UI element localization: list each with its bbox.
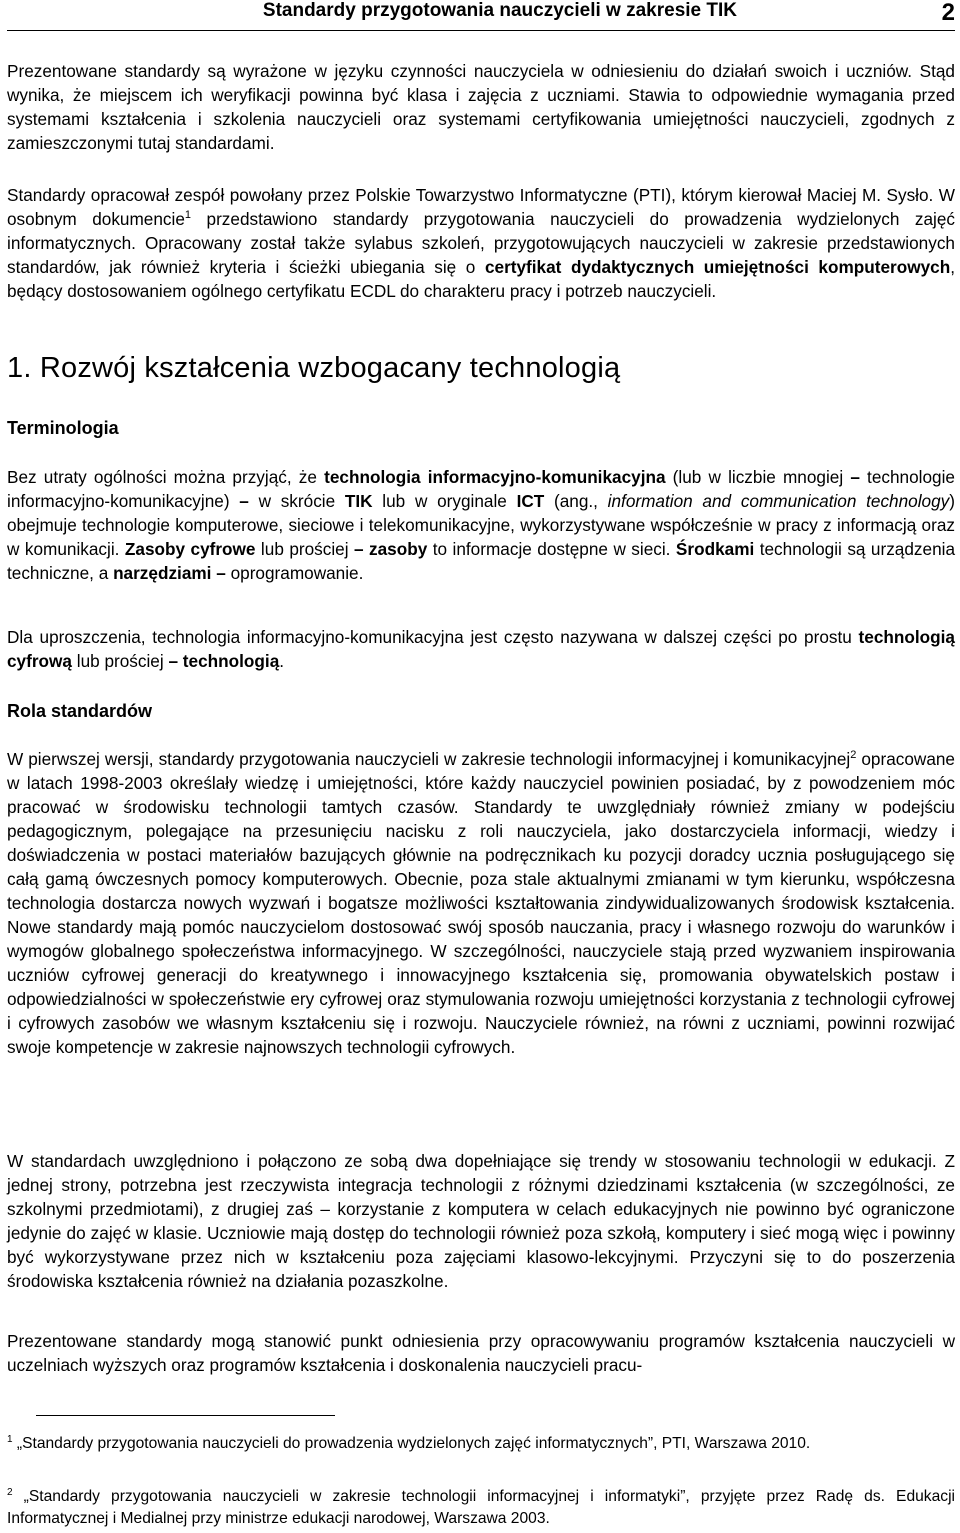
header-title: Standardy przygotowania nauczycieli w zakresie TIK xyxy=(262,0,737,21)
footnote-separator xyxy=(36,1415,335,1416)
footnote-2 xyxy=(7,1486,955,1530)
footnote-1 xyxy=(7,1433,955,1455)
roles-heading: Rola standardów xyxy=(7,701,153,721)
bold-term: technologia informacyjno-komunikacyjna xyxy=(324,467,666,487)
dash: – xyxy=(850,467,860,487)
footnote-number: 2 xyxy=(7,1487,13,1498)
text-run: (ang., xyxy=(544,491,608,511)
footnote-text: „Standardy przygotowania nauczycieli do prowadzenia wydzielonych zajęć informatycznych”, PTI, Warszawa 2010. xyxy=(12,1435,811,1452)
roles-paragraph-1 xyxy=(7,747,955,1059)
footnote-text: „Standardy przygotowania nauczycieli w zakresie technologii informacyjnej i informatyki”, przyjęte przez Radę ds. Edukacji Informatycznej i Medialnej przy ministrze edukacji narodowej, Warszawa 2003. xyxy=(7,1488,955,1527)
text-run: Bez utraty ogólności można przyjąć, że xyxy=(7,467,325,487)
bold-term: narzędziami xyxy=(113,563,212,583)
italic-term: information and communication technology xyxy=(607,491,950,511)
section-heading: 1. Rozwój kształcenia wzbogacany technologią xyxy=(7,352,621,384)
roles-paragraph-3: Prezentowane standardy mogą stanowić punkt odniesienia przy opracowywaniu programów kształcenia nauczycieli w uczelniach wyższych oraz programów kształcenia i doskonalenia nauczycieli pracu- xyxy=(7,1331,955,1375)
text-run: lub prościej xyxy=(71,651,169,671)
text-run: technologii są urządzenia techniczne, a xyxy=(7,539,956,583)
text-run: przedstawiono standardy przygotowania nauczycieli do prowadzenia wydzielonych zajęć informatycznych. Opracowany został także sylabus szkoleń, przygotowujących nauczycieli w zakresie przedstawionych standardów, jak również kryteria i ścieżki ubiegania się o xyxy=(7,209,955,277)
intro-paragraph-1: Prezentowane standardy są wyrażone w języku czynności nauczyciela w odniesieniu do działań swoich i uczniów. Stąd wynika, że miejscem ich weryfikacji powinna być klasa i zajęcia z uczniami. Stawia to odpowiednie wymagania przed systemami kształcenia i szkolenia nauczycieli oraz systemami certyfikowania umiejętności nauczycieli, zgodnych z zamieszczonymi tutaj standardami. xyxy=(7,61,955,153)
text-run: W pierwszej wersji, standardy przygotowania nauczycieli w zakresie technologii informacyjnej i komunikacyjnej xyxy=(7,749,851,769)
bold-term: technologią xyxy=(178,651,280,671)
footnote-ref-1: 1 xyxy=(184,209,192,221)
text-run: Standardy opracował zespół powołany przez Polskie Towarzystwo Informatyczne (PTI), którym kierował Maciej M. Sysło. W osobnym dokumencie xyxy=(7,185,955,229)
text-run: , będący dostosowaniem ogólnego certyfikatu ECDL do charakteru pracy i potrzeb nauczycieli. xyxy=(7,257,955,301)
roles-paragraph-2: W standardach uwzględniono i połączono ze sobą dwa dopełniające się trendy w stosowaniu technologii w edukacji. Z jednej strony, potrzebna jest rzeczywista integracja technologii z różnymi dziedzinami kształcenia (w szczególności, ze szkolnymi przedmiotami), z drugiej zaś – korzystanie z komputera w celach edukacyjnych nie powinno być ograniczone jedynie do zajęć w klasie. Uczniowie mają dostęp do technologii również poza szkołą, komputery i sieć mogą więc i powinny być wykorzystywane przez nich w kształceniu poza zajęciami klasowo-lekcyjnymi. Przyczyni się to do poszerzenia środowiska kształcenia również na działania pozaszkolne. xyxy=(7,1151,955,1291)
text-run: opracowane w latach 1998-2003 określały wiedzę i umiejętności, które każdy nauczyciel powinien posiadać, by z powodzeniem móc pracować w środowisku technologii tamtych czasów. Standardy te uwzględniały również zmiany w podejściu pedagogicznym, polegające na przesunięciu nacisku z roli nauczyciela, jako dostarczyciela informacji, wiedzy i doświadczenia w postaci materiałów bazujących głównie na podręcznikach ku pozycji doradcy ucznia posługującego się całą gamą ówczesnych pomocy komputerowych. Obecnie, poza stale aktualnymi zmianami w tym kierunku, współczesna technologia dostarcza nowych wyzwań i bogatsze możliwości kształtowania zindywidualizowanych środowisk kształcenia. Nowe standardy mają pomóc nauczycielom dostosować swój sposób nauczania, pracy i własnego rozwoju do warunków i wymogów globalnego społeczeństwa informacyjnego. W szczególności, nauczyciele stają przed wyzwaniem inspirowania uczniów cyfrowej generacji do kreatywnego i innowacyjnego kształcenia się, promowania obywatelskich postaw i odpowiedzialności w społeczeństwie ery cyfrowej oraz stymulowania rozwoju umiejętności korzystania z technologii cyfrowej i cyfrowych zasobów we własnym kształceniu się i rozwoju. Nauczyciele również, na równi z uczniami, powinni rozwijać swoje kompetencje w zakresie najnowszych technologii cyfrowych. xyxy=(7,749,955,1057)
text-run: w skrócie xyxy=(248,491,345,511)
bold-term: TIK xyxy=(344,491,373,511)
footnote-ref-2: 2 xyxy=(850,749,857,761)
text-run: to informacje dostępne w sieci. xyxy=(427,539,676,559)
bold-term: ICT xyxy=(516,491,545,511)
text-run: (lub w liczbie mnogiej xyxy=(665,467,851,487)
terminology-paragraph-1 xyxy=(7,465,955,585)
bold-term: zasoby xyxy=(363,539,428,559)
dash: – xyxy=(168,651,179,671)
page-header xyxy=(7,0,955,31)
dash: – xyxy=(354,539,364,559)
bold-term: technologią cyfrową xyxy=(7,627,955,671)
text-run: lub w oryginale xyxy=(372,491,517,511)
bold-term: certyfikat dydaktycznych umiejętności komputerowych xyxy=(484,257,951,277)
text-run: technologie informacyjno-komunikacyjne) xyxy=(7,467,955,511)
bold-term: Zasoby cyfrowe xyxy=(124,539,256,559)
terminology-heading: Terminologia xyxy=(7,418,119,438)
terminology-paragraph-2 xyxy=(7,625,955,673)
text-run: oprogramowanie. xyxy=(225,563,364,583)
dash: – xyxy=(211,563,226,583)
text-run: ) obejmuje technologie komputerowe, sieciowe i telekomunikacyjne, wykorzystywane współcześnie w pracy z informacją oraz w komunikacji. xyxy=(7,491,955,559)
text-run: . xyxy=(279,651,285,671)
intro-paragraph-2 xyxy=(7,183,955,303)
page-number: 2 xyxy=(941,0,955,26)
bold-term: Środkami xyxy=(675,539,755,559)
text-run: lub prościej xyxy=(255,539,354,559)
dash: – xyxy=(239,491,249,511)
footnote-number: 1 xyxy=(7,1434,13,1445)
text-run: Dla uproszczenia, technologia informacyjno-komunikacyjna jest często nazywana w dalszej części po prostu xyxy=(7,627,859,647)
